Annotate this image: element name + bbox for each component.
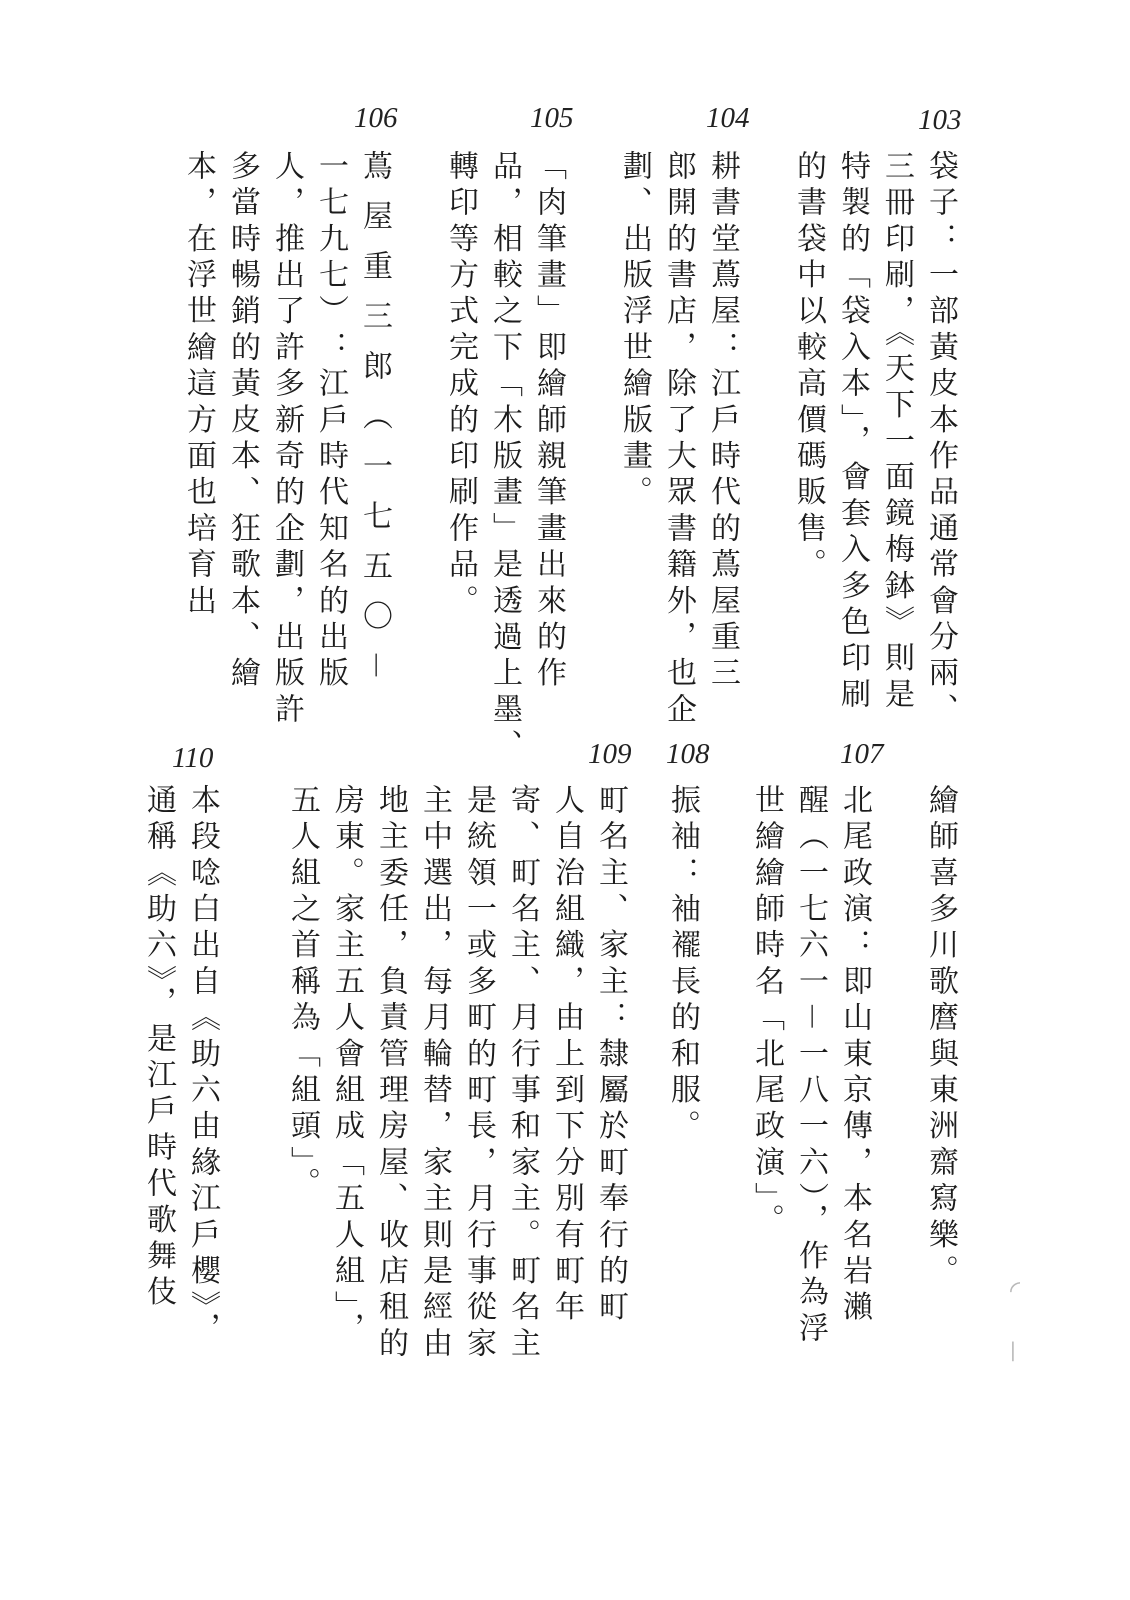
note-109-line-7: 房東。家主五人會組成「五人組」， (329, 784, 364, 1349)
note-number-105: 105 (530, 102, 574, 134)
note-110-line-1: 本段唸白出自《助六由緣江戶櫻》， (185, 784, 220, 1349)
note-109-line-6: 地主委任，負責管理房屋、收店租的 (373, 784, 408, 1364)
note-108-line-1: 振袖：袖襬長的和服。 (665, 784, 700, 1146)
note-104-line-3: 劃、出版浮世繪版畫。 (617, 150, 652, 512)
note-106-line-4: 多當時暢銷的黃皮本、狂歌本、繪 (225, 150, 260, 693)
note-number-106: 106 (354, 102, 398, 134)
note-109-line-3: 寄、町名主、月行事和家主。町名主 (505, 784, 540, 1364)
note-110-line-2: 通稱《助六》，是江戶時代歌舞伎 (141, 784, 176, 1312)
scan-smudge: ◜ (1010, 1276, 1021, 1306)
note-105-line-3: 轉印等方式完成的印刷作品。 (443, 150, 478, 621)
note-107-line-3: 世繪繪師時名「北尾政演」。 (749, 784, 784, 1240)
note-109-line-1: 町名主、家主：隸屬於町奉行的町 (593, 784, 628, 1327)
note-104-line-2: 郎開的書店，除了大眾書籍外，也企 (661, 150, 696, 730)
note-106-continuation: 繪師喜多川歌麿與東洲齋寫樂。 (923, 784, 958, 1291)
note-103-line-2: 三冊印刷，《天下一面鏡梅鉢》則是 (879, 150, 914, 715)
note-number-110: 110 (172, 742, 214, 774)
note-109-line-8: 五人組之首稱為「組頭」。 (285, 784, 320, 1204)
note-number-107: 107 (840, 738, 884, 770)
note-105-line-2: 品，相較之下「木版畫」是透過上墨、 (487, 150, 522, 766)
note-number-103: 103 (918, 104, 962, 136)
note-106-line-3: 人，推出了許多新奇的企劃，出版許 (269, 150, 304, 730)
note-number-104: 104 (706, 102, 750, 134)
note-109-line-4: 是統領一或多町的町長，月行事從家 (461, 784, 496, 1364)
note-106-line-2: 一七九七）：江戶時代知名的出版 (313, 150, 348, 693)
note-104-line-1: 耕書堂蔦屋：江戶時代的蔦屋重三 (705, 150, 740, 693)
note-107-line-2: 醒（一七六一－一八一六），作為浮 (793, 784, 828, 1349)
note-number-109: 109 (588, 738, 632, 770)
note-109-line-2: 人自治組織，由上到下分別有町年 (549, 784, 584, 1327)
scan-smudge: ∣ (1008, 1338, 1018, 1362)
note-103-line-4: 的書袋中以較高價碼販售。 (791, 150, 826, 585)
note-number-108: 108 (666, 738, 710, 770)
note-105-line-1: 「肉筆畫」即繪師親筆畫出來的作 (531, 150, 566, 693)
note-109-line-5: 主中選出，每月輪替，家主則是經由 (417, 784, 452, 1364)
note-107-line-1: 北尾政演：即山東京傳，本名岩瀨 (837, 784, 872, 1327)
note-106-line-1: 蔦屋重三郎（一七五〇－ (357, 150, 392, 700)
note-103-line-3: 特製的「袋入本」，會套入多色印刷 (835, 150, 870, 715)
note-103-line-1: 袋子：一部黃皮本作品通常會分兩、 (923, 150, 958, 730)
note-106-line-5: 本，在浮世繪這方面也培育出 (181, 150, 216, 621)
